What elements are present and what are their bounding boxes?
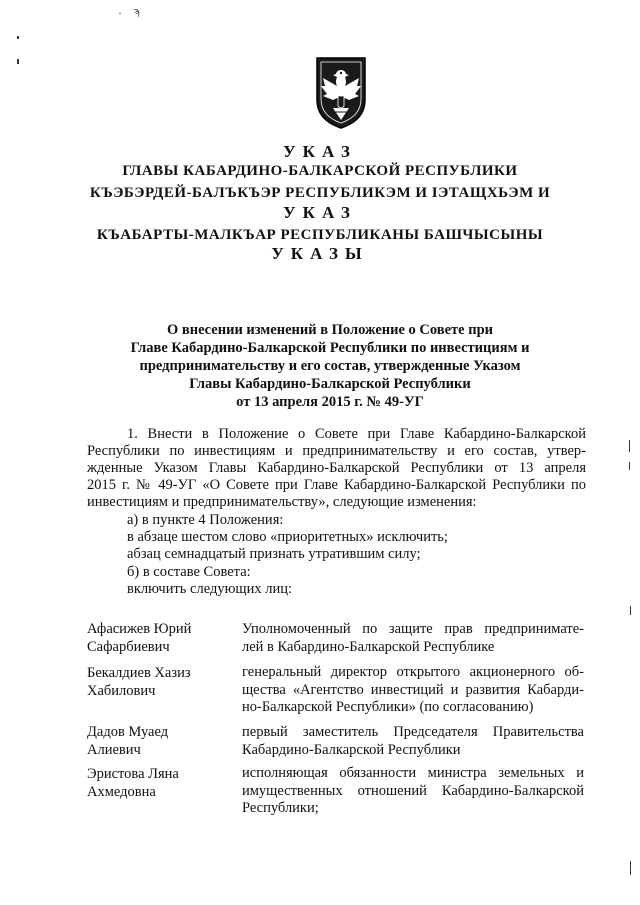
decree-subject: [120, 321, 540, 411]
header-title-line: КЪЭБЭРДЕЙ-БАЛЪКЪЭР РЕСПУБЛИКЭМ И ІЭТАЩХЬЭМ И: [89, 185, 551, 201]
scan-edge-mark: [630, 861, 631, 875]
scan-mark: ϡ: [133, 4, 140, 18]
scan-edge-mark: [629, 462, 630, 470]
subject-line: Главе Кабардино-Балкарской Республики по инвестициям и: [130, 340, 530, 356]
item-a-subitem: абзац семнадцатый признать утратившим силу;: [127, 546, 421, 562]
member-position-line: лей в Кабардино-Балкарской Республике: [242, 638, 495, 655]
member-name-line: Бекалдиев Хазиз: [87, 665, 191, 681]
member-position-line: щества «Агентство инвестиций и развития Кабарди-: [242, 681, 584, 698]
coat-of-arms-emblem: [313, 56, 369, 130]
subject-line: Главы Кабардино-Балкарской Республики: [189, 376, 471, 392]
member-name: [87, 621, 227, 656]
decree-word: УКАЗ: [283, 142, 357, 161]
member-name-line: Дадов Муаед: [87, 724, 169, 740]
member-position-line: Уполномоченный по защите прав предпринимате-: [242, 621, 584, 637]
header-title-line: ГЛАВЫ КАБАРДИНО-БАЛКАРСКОЙ РЕСПУБЛИКИ: [122, 163, 518, 179]
item-a-subitem: в абзаце шестом слово «приоритетных» исключить;: [127, 529, 448, 545]
decree-word: УКАЗ: [283, 203, 357, 222]
scan-edge-mark: [630, 606, 631, 615]
member-position-line: исполняющая обязанности министра земельных и: [242, 765, 584, 781]
member-position-line: генеральный директор открытого акционерного об-: [242, 664, 584, 680]
member-position-line: имущественных отношений Кабардино-Балкарской: [242, 782, 584, 799]
member-name-line: Эристова Ляна: [87, 766, 179, 782]
paragraph-line: инвестициям и предпринимательству», следующие изменения:: [87, 494, 477, 510]
item-a: а) в пункте 4 Положения:: [127, 512, 284, 528]
paragraph-line: Республики по инвестициям и предпринимательству и его состав, утвер-: [87, 443, 586, 459]
scan-mark: ·: [118, 6, 122, 20]
member-name: [87, 665, 227, 700]
decree-word: УКАЗЫ: [271, 244, 369, 263]
member-position-line: первый заместитель Председателя Правительства: [242, 724, 584, 740]
member-name-line: Хабилович: [87, 682, 156, 699]
scan-edge-mark: [629, 440, 630, 452]
member-name-line: Афасижев Юрий: [87, 621, 192, 637]
subject-line: от 13 апреля 2015 г. № 49-УГ: [236, 394, 424, 410]
member-position: [242, 765, 584, 818]
member-position-line: но-Балкарской Республики» (по согласованию): [242, 699, 534, 715]
item-b-subitem: включить следующих лиц:: [127, 581, 292, 597]
member-name-line: Алиевич: [87, 741, 141, 758]
header-title-line: КЪАБАРТЫ-МАЛКЪАР РЕСПУБЛИКАНЫ БАШЧЫСЫНЫ: [96, 227, 544, 243]
member-position: [242, 664, 584, 717]
member-position-line: Кабардино-Балкарской Республики: [242, 741, 461, 758]
member-name-line: Сафарбиевич: [87, 638, 170, 655]
member-name-line: Ахмедовна: [87, 783, 156, 800]
member-name: [87, 724, 227, 759]
subject-line: предпринимательству и его состав, утвержденные Указом: [139, 358, 521, 374]
member-position-line: Республики;: [242, 800, 319, 816]
item-b: б) в составе Совета:: [127, 564, 251, 580]
paragraph-line: жденные Указом Главы Кабардино-Балкарской Республики от 13 апреля: [87, 460, 586, 476]
member-position: [242, 724, 584, 759]
member-position: [242, 621, 584, 656]
paragraph-line: 2015 г. № 49-УГ «О Совете при Главе Кабардино-Балкарской Республики по: [87, 477, 586, 493]
paragraph-line: 1. Внести в Положение о Совете при Главе Кабардино-Балкарской: [127, 426, 586, 442]
member-name: [87, 766, 227, 801]
scan-dot: [17, 36, 19, 39]
scan-dot: [17, 59, 19, 64]
subject-line: О внесении изменений в Положение о Совете при: [166, 322, 493, 338]
